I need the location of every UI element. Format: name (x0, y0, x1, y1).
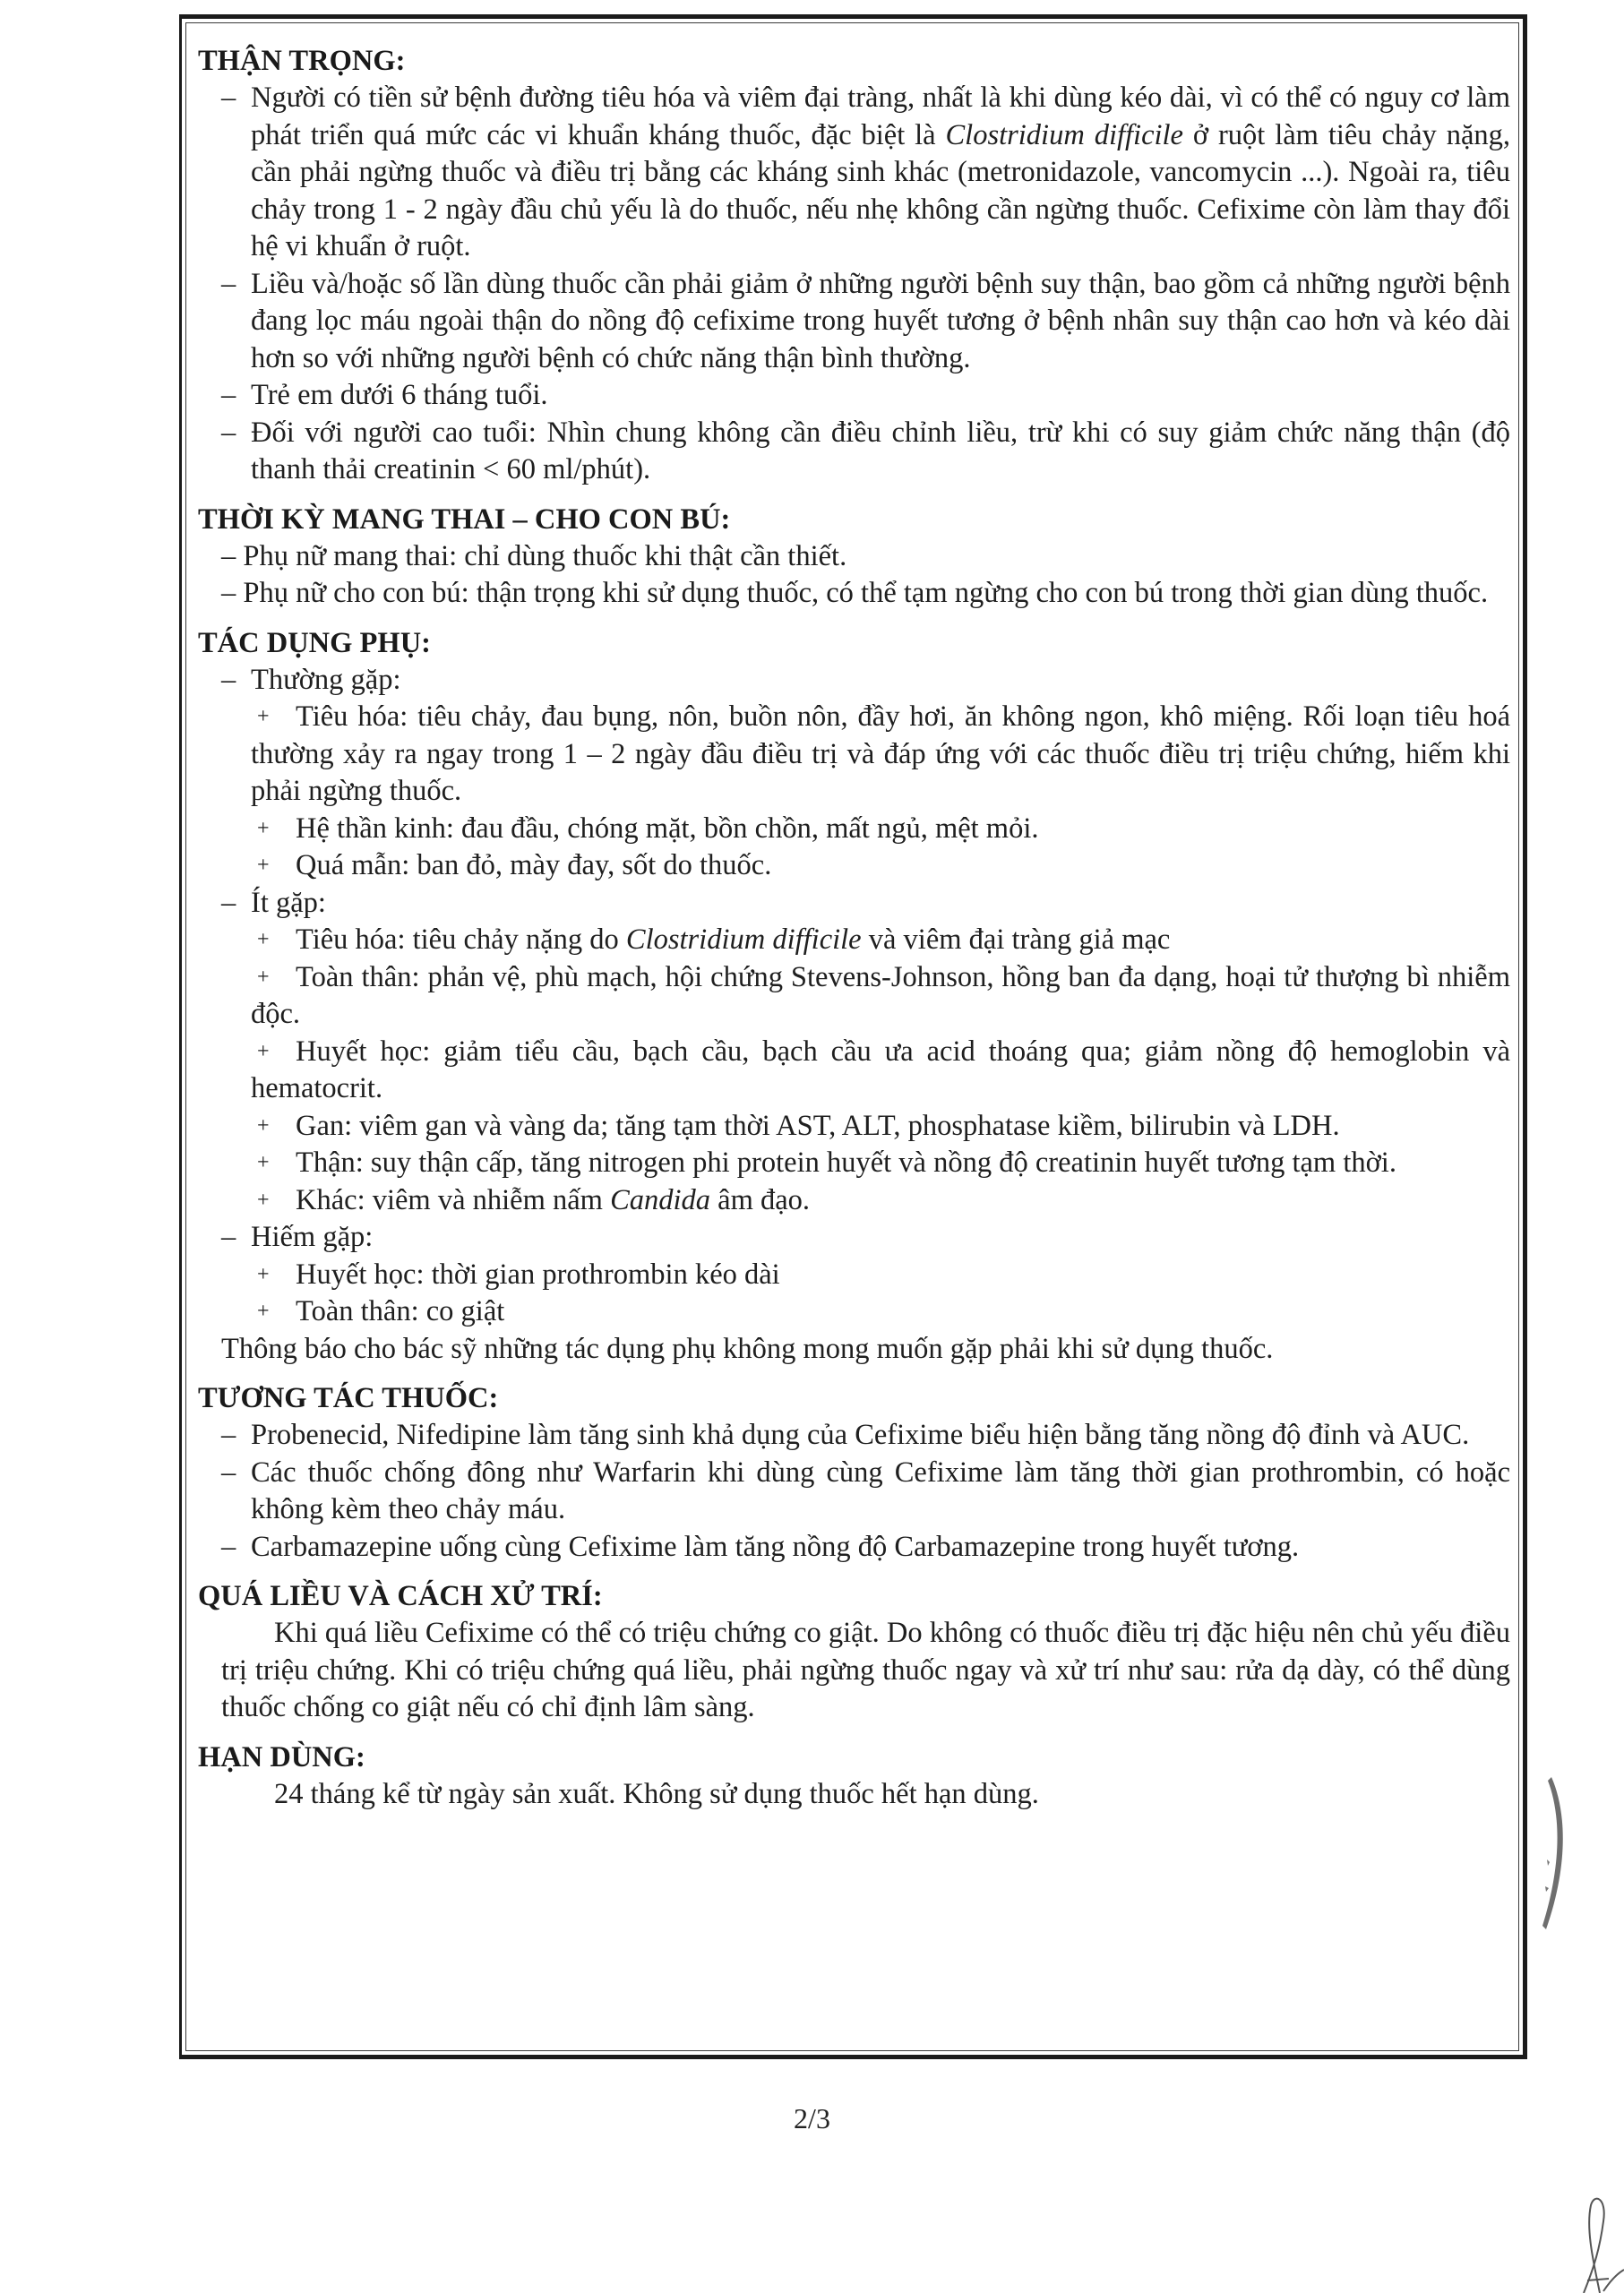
section-pregnancy (198, 502, 1510, 613)
item-text-part: Khác: viêm và nhiễm nấm (296, 1183, 611, 1216)
item-text-part: âm đạo. (710, 1183, 811, 1216)
item-text: Người có tiền sử bệnh đường tiêu hóa và viêm đại tràng, nhất là khi dùng kéo dài, vì có thể có nguy cơ làm phát triển quá mức các vi khuẩn kháng thuốc, đặc biệt là (251, 82, 1510, 151)
expiry-text: 24 tháng kể từ ngày sản xuất. Không sử dụng thuốc hết hạn dùng. (274, 1777, 1039, 1810)
list-item (198, 538, 1510, 576)
list-item (198, 1145, 1510, 1182)
plus-marker: + (257, 928, 270, 951)
item-text: Hệ thần kinh: đau đầu, chóng mặt, bồn chồn, mất ngủ, mệt mỏi. (296, 812, 1039, 845)
item-text: Huyết học: thời gian prothrombin kéo dài (296, 1258, 780, 1291)
item-text: Thận: suy thận cấp, tăng nitrogen phi protein huyết và nồng độ creatinin huyết tương tạm thời. (296, 1146, 1396, 1179)
list-item (198, 1529, 1510, 1567)
list-item (198, 1455, 1510, 1529)
item-text: Quá mẫn: ban đỏ, mày đay, sốt do thuốc. (296, 849, 772, 881)
list-item (198, 575, 1510, 613)
stamp-mark-icon (1539, 1773, 1575, 1935)
page-number: 2/3 (794, 2102, 830, 2134)
dash-marker: – (221, 379, 236, 411)
section-title: HẠN DÙNG: (198, 1740, 365, 1773)
section-title: THẬN TRỌNG: (198, 45, 406, 77)
italic-term: Clostridium difficile (945, 118, 1183, 151)
plus-marker: + (257, 1151, 270, 1174)
item-text: Probenecid, Nifedipine làm tăng sinh khả dụng của Cefixime biểu hiện bằng tăng nồng độ đỉnh và AUC. (251, 1419, 1470, 1451)
dash-marker: – (221, 886, 236, 919)
list-item (198, 1108, 1510, 1146)
item-text: Trẻ em dưới 6 tháng tuổi. (251, 379, 548, 411)
item-text: Liều và/hoặc số lần dùng thuốc cần phải giảm ở những người bệnh suy thận, bao gồm cả những người bệnh đang lọc máu ngoài thận do nồng độ cefixime trong huyết tương ở bệnh nhân suy thận cao hơn và kéo dài hơn so với những người bệnh có chức năng thận bình thường. (251, 267, 1510, 374)
list-item (198, 1293, 1510, 1331)
plus-marker: + (257, 854, 270, 877)
group-label-text: Thường gặp: (251, 663, 401, 696)
item-text: Các thuốc chống đông như Warfarin khi dùng cùng Cefixime làm tăng thời gian prothrombin, có hoặc không kèm theo chảy máu. (251, 1456, 1510, 1525)
group-label-text: Ít gặp: (251, 886, 326, 919)
dash-marker: – (221, 539, 236, 572)
list-item (198, 1182, 1510, 1220)
item-text: Carbamazepine uống cùng Cefixime làm tăng nồng độ Carbamazepine trong huyết tương. (251, 1530, 1300, 1563)
group-label-text: Hiếm gặp: (251, 1221, 374, 1253)
section-title: TÁC DỤNG PHỤ: (198, 626, 431, 659)
item-text: Toàn thân: co giật (296, 1295, 505, 1327)
item-text (251, 923, 1170, 956)
plus-marker: + (257, 965, 270, 989)
list-item (198, 959, 1510, 1034)
section-title: THỜI KỲ MANG THAI – CHO CON BÚ: (198, 502, 731, 536)
item-text: Phụ nữ cho con bú: thận trọng khi sử dụng thuốc, có thể tạm ngừng cho con bú trong thời gian dùng thuốc. (243, 577, 1489, 609)
item-text (251, 1184, 810, 1216)
group-label (198, 662, 1510, 700)
list-item (198, 1257, 1510, 1294)
dash-marker: – (221, 267, 236, 300)
list-item (198, 1034, 1510, 1108)
list-item (198, 1417, 1510, 1455)
section-expiry (198, 1739, 1510, 1814)
list-item (198, 80, 1510, 266)
side-effects-note: Thông báo cho bác sỹ những tác dụng phụ không mong muốn gặp phải khi sử dụng thuốc. (221, 1332, 1274, 1365)
plus-marker: + (257, 705, 270, 728)
dash-marker: – (221, 1419, 236, 1451)
document-content (198, 43, 1510, 1825)
item-text: ở ruột làm tiêu chảy nặng, cần phải ngừng thuốc và điều trị bằng các kháng sinh khác (metronidazole, vancomycin ...). Ngoài ra, tiêu chảy trong 1 - 2 ngày đầu chủ yếu là do thuốc, nếu nhẹ không cần ngừng thuốc. Cefixime còn làm thay đổi hệ vi khuẩn ở ruột. (251, 118, 1510, 262)
section-interactions (198, 1380, 1510, 1566)
italic-term: Clostridium difficile (625, 923, 862, 956)
group-label (198, 1219, 1510, 1257)
list-item (198, 377, 1510, 415)
section-title: TƯƠNG TÁC THUỐC: (198, 1382, 499, 1414)
list-item (198, 266, 1510, 378)
dash-marker: – (221, 1456, 236, 1489)
section-side-effects (198, 625, 1510, 1369)
section-overdose (198, 1578, 1510, 1727)
plus-marker: + (257, 1039, 270, 1063)
section-title: QUÁ LIỀU VÀ CÁCH XỬ TRÍ: (198, 1580, 603, 1612)
section-precautions (198, 43, 1510, 489)
dash-marker: – (221, 82, 236, 114)
plus-marker: + (257, 1113, 270, 1138)
list-item (198, 415, 1510, 489)
plus-marker: + (257, 1300, 270, 1323)
plus-marker: + (257, 1262, 270, 1286)
item-text: Gan: viêm gan và vàng da; tăng tạm thời AST, ALT, phosphatase kiềm, bilirubin và LDH. (296, 1109, 1340, 1142)
list-item (198, 847, 1510, 885)
italic-term: Candida (610, 1183, 711, 1216)
item-text: Phụ nữ mang thai: chỉ dùng thuốc khi thật cần thiết. (243, 539, 847, 572)
signature-icon (1577, 2194, 1624, 2293)
dash-marker: – (221, 1530, 236, 1563)
list-item (198, 922, 1510, 959)
item-text: Đối với người cao tuổi: Nhìn chung không cần điều chỉnh liều, trừ khi có suy giảm chức năng thận (độ thanh thải creatinin < 60 ml/phút). (251, 416, 1510, 485)
item-text: Huyết học: giảm tiểu cầu, bạch cầu, bạch cầu ưa acid thoáng qua; giảm nồng độ hemoglobin và hematocrit. (251, 1035, 1510, 1104)
list-item (198, 811, 1510, 848)
dash-marker: – (221, 663, 236, 696)
dash-marker: – (221, 416, 236, 449)
plus-marker: + (257, 1188, 270, 1212)
item-text: Tiêu hóa: tiêu chảy, đau bụng, nôn, buồn nôn, đầy hơi, ăn không ngon, khô miệng. Rối loạn tiêu hoá thường xảy ra ngay trong 1 – 2 ngày đầu điều trị và đáp ứng với các thuốc điều trị triệu chứng, hiếm khi phải ngừng thuốc. (251, 700, 1510, 807)
item-text-part: và viêm đại tràng giả mạc (861, 923, 1171, 956)
plus-marker: + (257, 816, 270, 840)
dash-marker: – (221, 577, 236, 609)
item-text-part: Tiêu hóa: tiêu chảy nặng do (296, 923, 626, 956)
item-text: Toàn thân: phản vệ, phù mạch, hội chứng Stevens-Johnson, hồng ban đa dạng, hoại tử thượng bì nhiễm độc. (251, 960, 1510, 1030)
dash-marker: – (221, 1221, 236, 1253)
list-item (198, 699, 1510, 811)
overdose-text: Khi quá liều Cefixime có thể có triệu chứng co giật. Do không có thuốc điều trị đặc hiệu nên chủ yếu điều trị triệu chứng. Khi có triệu chứng quá liều, phải ngừng thuốc ngay và xử trí như sau: rửa dạ dày, có thể dùng thuốc chống co giật nếu có chỉ định lâm sàng. (221, 1617, 1510, 1723)
group-label (198, 885, 1510, 923)
